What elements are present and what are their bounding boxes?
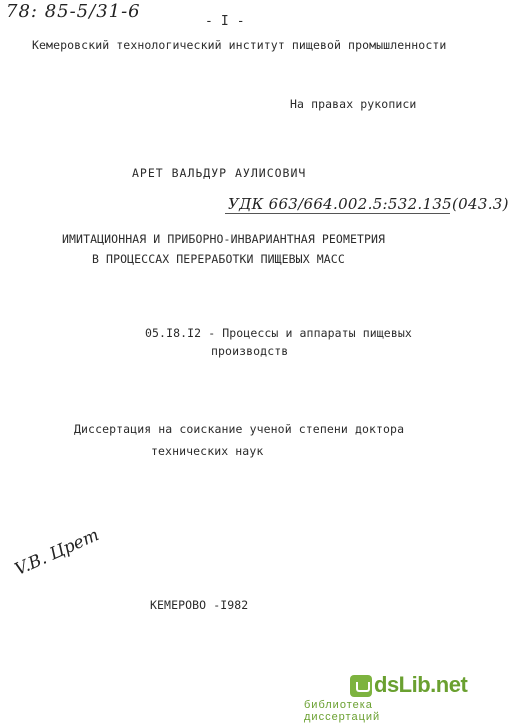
specialty-line-2: производств [211, 344, 289, 358]
institute-name: Кемеровский технологический институт пищевой промышленности [32, 38, 447, 52]
watermark-subtitle: библиотека диссертаций [304, 699, 381, 723]
dslib-watermark[interactable] [284, 672, 468, 723]
rights-note: На правах рукописи [290, 97, 417, 111]
udk-code: УДК 663/664.002.5:532.135(043.3) [228, 195, 509, 213]
archive-mark: 78: 85-5/31-6 [6, 1, 141, 22]
dissertation-line-1: Диссертация на соискание ученой степени доктора [74, 422, 405, 436]
watermark-logo-text: dsLib.net [374, 672, 468, 697]
handwritten-signature: V.B. Црет [11, 525, 103, 580]
specialty-line-1: 05.I8.I2 - Процессы и аппараты пищевых [145, 326, 412, 340]
author-name: АРЕТ ВАЛЬДУР АУЛИСОВИЧ [132, 166, 307, 180]
dissertation-line-2: технических наук [151, 444, 264, 458]
title-line-1: ИМИТАЦИОННАЯ И ПРИБОРНО-ИНВАРИАНТНАЯ РЕОМЕТРИЯ [62, 232, 386, 246]
dslib-logo-icon [350, 675, 372, 697]
udk-underline [225, 213, 450, 214]
title-line-2: В ПРОЦЕССАХ ПЕРЕРАБОТКИ ПИЩЕВЫХ МАСС [92, 252, 345, 266]
city-year: КЕМЕРОВО -I982 [150, 598, 249, 612]
page-number: - I - [205, 14, 245, 29]
